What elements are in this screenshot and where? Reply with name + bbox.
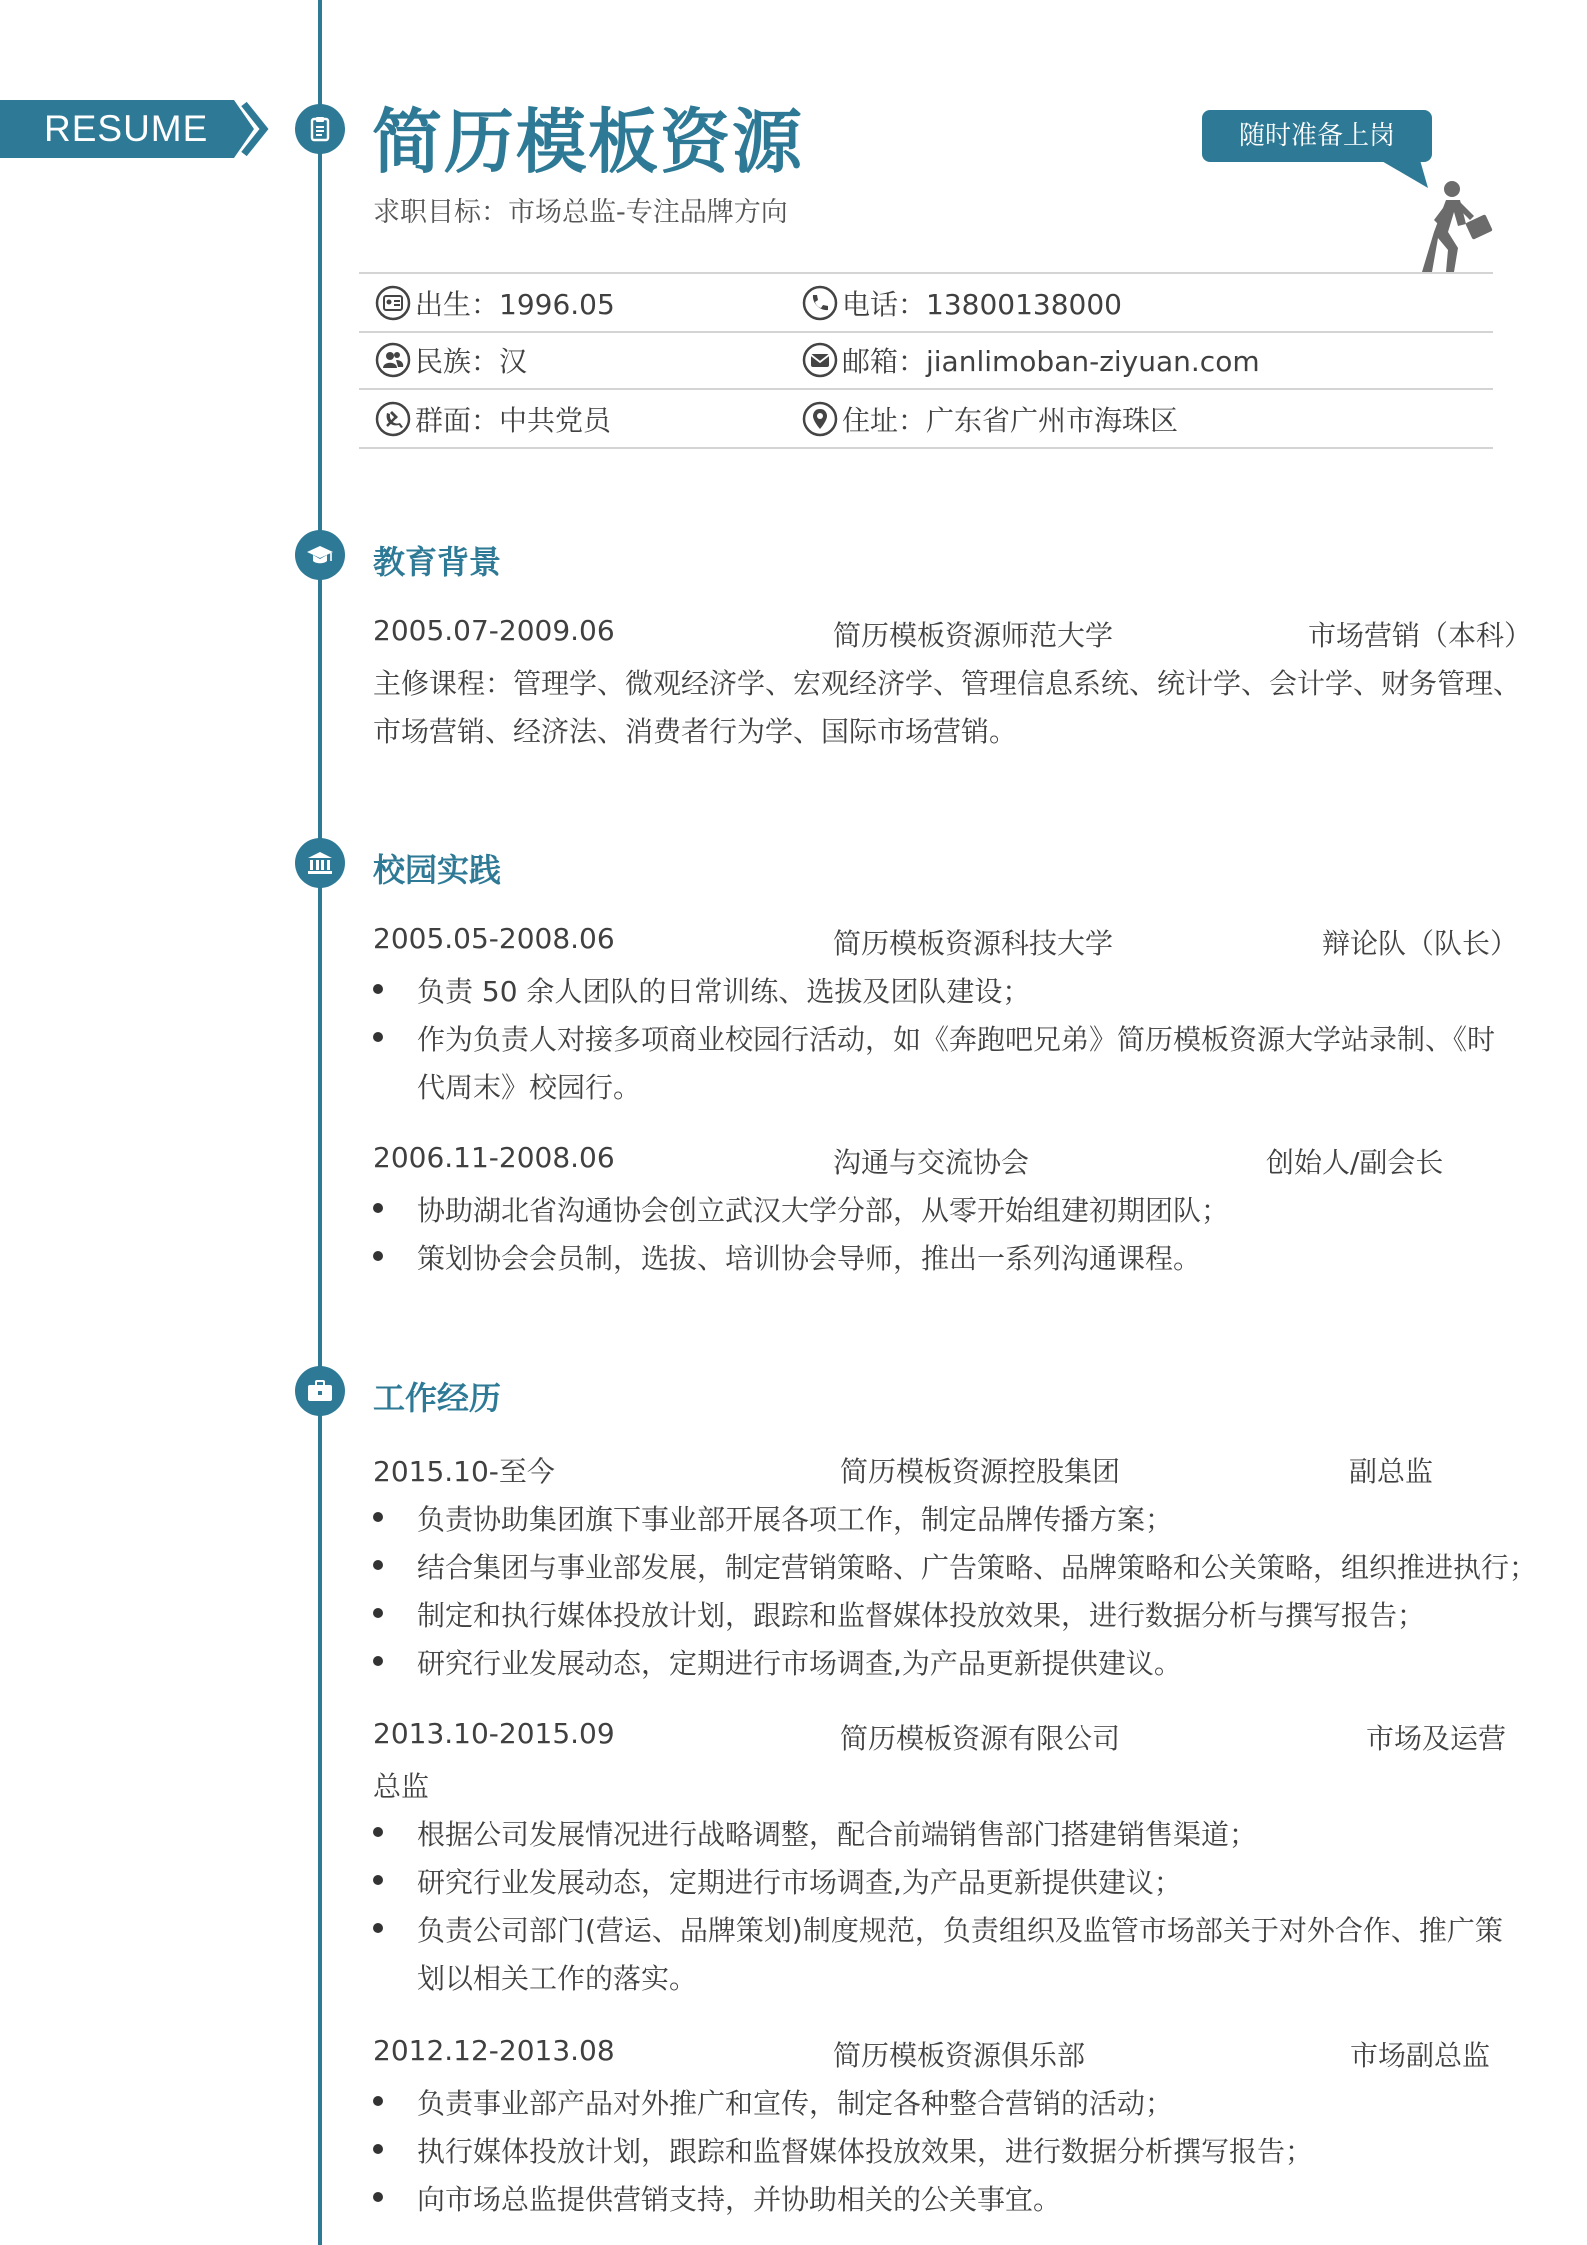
bullet-dot — [373, 1032, 383, 1042]
work1-bullet2: 结合集团与事业部发展，制定营销策略、广告策略、品牌策略和公关策略，组织推进执行； — [417, 1551, 1538, 1584]
edu-school: 简历模板资源师范大学 — [833, 619, 1114, 652]
info-row-1 — [359, 272, 1493, 333]
address-item — [802, 390, 1178, 447]
work-title: 工作经历 — [373, 1379, 502, 1417]
party-emblem-icon — [375, 401, 411, 437]
work2-bullet1: 根据公司发展情况进行战略调整，配合前端销售部门搭建销售渠道； — [417, 1818, 1258, 1851]
institution-icon — [295, 838, 345, 888]
campus1-bullet2b: 代周末》校园行。 — [417, 1071, 642, 1104]
edu-courses-line1: 主修课程：管理学、微观经济学、宏观经济学、管理信息系统、统计学、会计学、财务管理、 — [373, 667, 1522, 700]
work2-bullet3a: 负责公司部门(营运、品牌策划)制度规范，负责组织及监管市场部关于对外合作、推广策 — [417, 1914, 1503, 1947]
campus2-org: 沟通与交流协会 — [833, 1146, 1030, 1179]
info-row-3 — [359, 390, 1493, 449]
walking-person-icon — [1418, 180, 1498, 276]
work2-bullet3b: 划以相关工作的落实。 — [417, 1962, 698, 1995]
work3-date: 2012.12-2013.08 — [373, 2034, 615, 2067]
birth-item — [375, 274, 615, 331]
work3-role: 市场副总监 — [1350, 2039, 1491, 2072]
campus2-date: 2006.11-2008.06 — [373, 1141, 615, 1174]
bullet-dot — [373, 1251, 383, 1261]
timeline-line — [318, 0, 322, 2245]
work1-role: 副总监 — [1349, 1455, 1434, 1488]
campus2-role: 创始人/副会长 — [1266, 1146, 1444, 1179]
work1-bullet1: 负责协助集团旗下事业部开展各项工作，制定品牌传播方案； — [417, 1503, 1174, 1536]
campus1-bullet2a: 作为负责人对接多项商业校园行活动，如《奔跑吧兄弟》简历模板资源大学站录制、《时 — [417, 1023, 1496, 1056]
phone-item — [802, 274, 1122, 331]
work1-date: 2015.10-至今 — [373, 1455, 555, 1488]
bullet-dot — [373, 1656, 383, 1666]
campus1-date: 2005.05-2008.06 — [373, 922, 615, 955]
bullet-dot — [373, 1875, 383, 1885]
email-item — [802, 331, 1260, 388]
ethnic-text: 民族：汉 — [415, 344, 528, 378]
graduation-cap-icon — [295, 530, 345, 580]
status-bubble: 随时准备上岗 — [1202, 110, 1432, 162]
work1-bullet3: 制定和执行媒体投放计划，跟踪和监督媒体投放效果，进行数据分析与撰写报告； — [417, 1599, 1426, 1632]
resume-tag: RESUME — [0, 100, 234, 158]
politics-text: 群面：中共党员 — [415, 403, 612, 437]
bullet-dot — [373, 2096, 383, 2106]
phone-text: 电话：13800138000 — [842, 287, 1122, 321]
work1-org: 简历模板资源控股集团 — [840, 1455, 1121, 1488]
bullet-dot — [373, 1608, 383, 1618]
document-icon — [295, 104, 345, 154]
bullet-dot — [373, 1203, 383, 1213]
work3-org: 简历模板资源俱乐部 — [833, 2039, 1086, 2072]
bullet-dot — [373, 1560, 383, 1570]
campus2-bullet1: 协助湖北省沟通协会创立武汉大学分部，从零开始组建初期团队； — [417, 1194, 1230, 1227]
bullet-dot — [373, 2192, 383, 2202]
location-pin-icon — [802, 401, 838, 437]
info-row-2 — [359, 331, 1493, 390]
work3-bullet2: 执行媒体投放计划，跟踪和监督媒体投放效果，进行数据分析撰写报告； — [417, 2135, 1314, 2168]
edu-courses-line2: 市场营销、经济法、消费者行为学、国际市场营销。 — [373, 715, 1018, 748]
education-title: 教育背景 — [373, 543, 502, 581]
bullet-dot — [373, 1827, 383, 1837]
work3-bullet1: 负责事业部产品对外推广和宣传，制定各种整合营销的活动； — [417, 2087, 1174, 2120]
email-text: 邮箱：jianlimoban-ziyuan.com — [842, 344, 1260, 378]
edu-major: 市场营销（本科） — [1308, 619, 1533, 652]
work2-role: 市场及运营 — [1366, 1722, 1507, 1755]
campus1-org: 简历模板资源科技大学 — [833, 927, 1114, 960]
work3-bullet3: 向市场总监提供营销支持，并协助相关的公关事宜。 — [417, 2183, 1062, 2216]
people-icon — [375, 342, 411, 378]
job-objective: 求职目标：市场总监-专注品牌方向 — [373, 197, 788, 228]
address-text: 住址：广东省广州市海珠区 — [842, 403, 1179, 437]
work1-bullet4: 研究行业发展动态，定期进行市场调查,为产品更新提供建议。 — [417, 1647, 1182, 1680]
id-card-icon — [375, 285, 411, 321]
mail-icon — [802, 342, 838, 378]
campus1-role: 辩论队（队长） — [1322, 927, 1519, 960]
campus2-bullet2: 策划协会会员制，选拔、培训协会导师，推出一系列沟通课程。 — [417, 1242, 1202, 1275]
bullet-dot — [373, 1512, 383, 1522]
bullet-dot — [373, 1923, 383, 1933]
bullet-dot — [373, 2144, 383, 2154]
campus1-bullet1: 负责 50 余人团队的日常训练、选拔及团队建设； — [417, 975, 1031, 1008]
candidate-name: 简历模板资源 — [372, 101, 804, 183]
ethnic-item — [375, 331, 527, 388]
birth-text: 出生：1996.05 — [415, 287, 615, 321]
work2-org: 简历模板资源有限公司 — [840, 1722, 1121, 1755]
politics-item — [375, 390, 611, 447]
work2-date: 2013.10-2015.09 — [373, 1717, 615, 1750]
phone-icon — [802, 285, 838, 321]
briefcase-icon — [295, 1366, 345, 1416]
work2-role-cont: 总监 — [373, 1770, 430, 1803]
campus-title: 校园实践 — [373, 851, 502, 889]
chevron-right-icon — [232, 100, 272, 158]
work2-bullet2: 研究行业发展动态，定期进行市场调查,为产品更新提供建议； — [417, 1866, 1182, 1899]
edu-date: 2005.07-2009.06 — [373, 614, 615, 647]
bullet-dot — [373, 984, 383, 994]
